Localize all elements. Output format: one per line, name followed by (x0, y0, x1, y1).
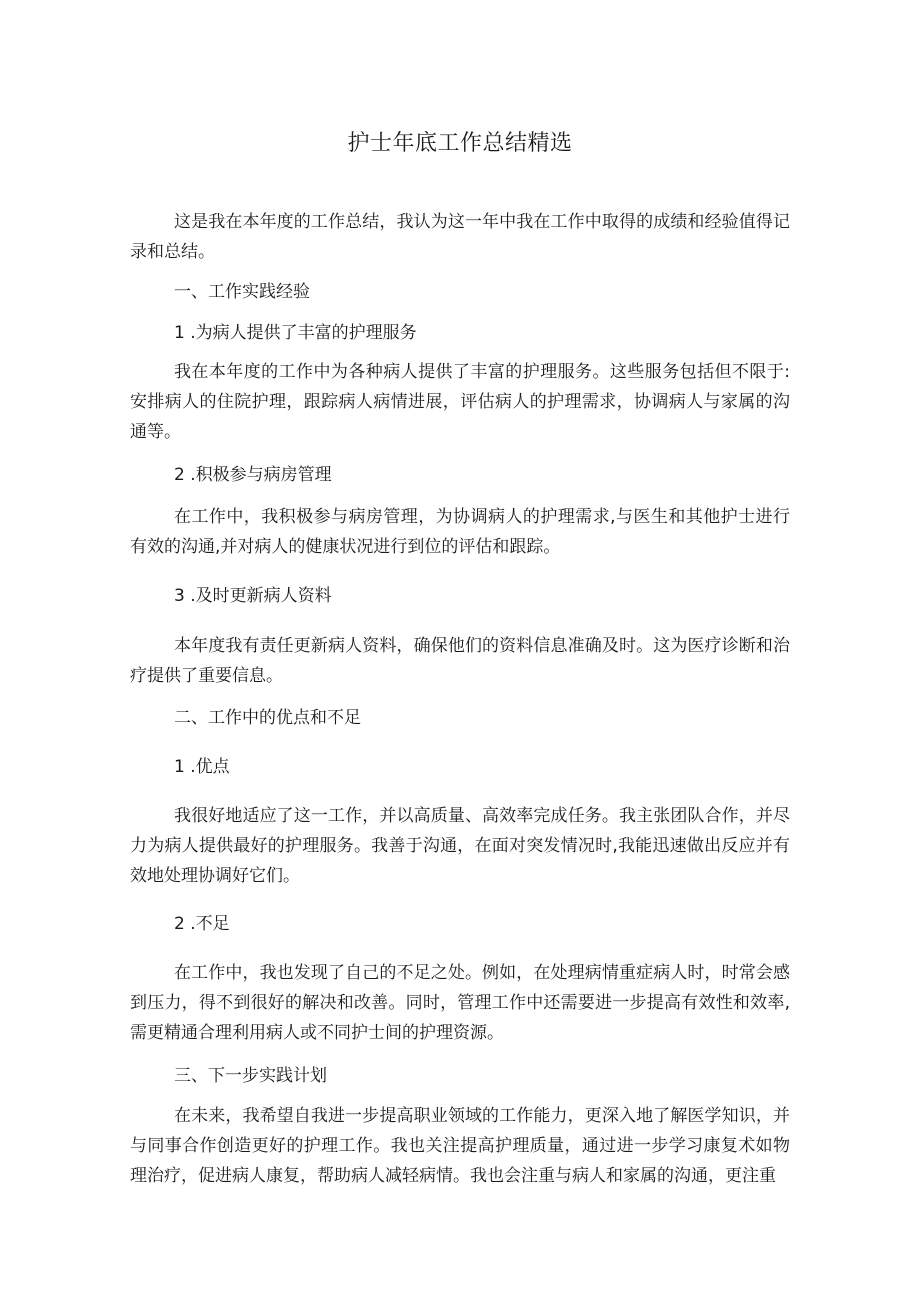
section-2-heading: 二、工作中的优点和不足 (174, 708, 361, 728)
section-2-item-1-heading: 1 .优点 (174, 757, 230, 777)
section-1-item-2-text: 在工作中，我积极参与病房管理，为协调病人的护理需求,与医生和其他护士进行有效的沟通,并对病人的健康状况进行到位的评估和跟踪。 (130, 507, 790, 557)
section-1-item-3-text: 本年度我有责任更新病人资料，确保他们的资料信息准确及时。这为医疗诊断和治疗提供了重要信息。 (130, 636, 790, 686)
section-2-item-1-text: 我很好地适应了这一工作，并以高质量、高效率完成任务。我主张团队合作，并尽力为病人提供最好的护理服务。我善于沟通，在面对突发情况时,我能迅速做出反应并有效地处理协调好它们。 (130, 806, 790, 886)
section-2-item-2-text: 在工作中，我也发现了自己的不足之处。例如，在处理病情重症病人时，时常会感到压力，得不到很好的解决和改善。同时，管理工作中还需要进一步提高有效性和效率,需更精通合理利用病人或不同护士间的护理资源。 (130, 963, 790, 1043)
section-1-item-1-heading: 1 .为病人提供了丰富的护理服务 (174, 323, 417, 343)
intro-paragraph: 这是我在本年度的工作总结，我认为这一年中我在工作中取得的成绩和经验值得记录和总结。 (130, 212, 790, 262)
section-1-item-1-text: 我在本年度的工作中为各种病人提供了丰富的护理服务。这些服务包括但不限于:安排病人的住院护理，跟踪病人病情进展，评估病人的护理需求，协调病人与家属的沟通等。 (130, 362, 790, 442)
section-1-item-2-heading: 2 .积极参与病房管理 (174, 465, 332, 485)
section-2-item-2-heading: 2 .不足 (174, 914, 230, 934)
section-1-heading: 一、工作实践经验 (174, 282, 310, 302)
section-1-item-3-heading: 3 .及时更新病人资料 (174, 586, 332, 606)
section-3-heading: 三、下一步实践计划 (174, 1066, 327, 1086)
section-3-text: 在未来，我希望自我进一步提高职业领域的工作能力，更深入地了解医学知识，并与同事合作创造更好的护理工作。我也关注提高护理质量，通过进一步学习康复术如物理治疗，促进病人康复，帮助病人减轻病情。我也会注重与病人和家属的沟通，更注重 (130, 1106, 790, 1186)
document-title: 护士年底工作总结精选 (347, 131, 573, 156)
